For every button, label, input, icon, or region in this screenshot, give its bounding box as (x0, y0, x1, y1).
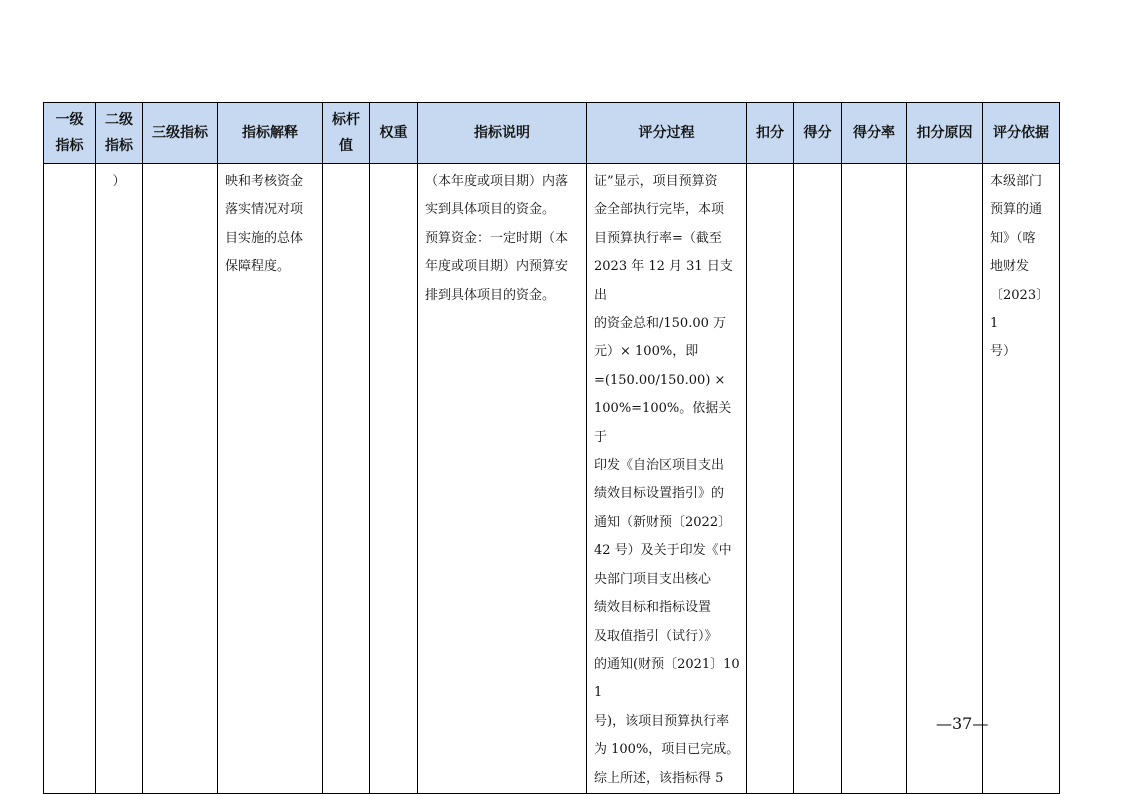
cell-level1 (44, 164, 96, 794)
cell-description (418, 164, 587, 794)
cell-description-text: （本年度或项目期）内落 实到具体项目的资金。 预算资金：一定时期（本 年度或项目期）内预算安 排到具体项目的资金。 (425, 174, 569, 303)
cell-basis (983, 164, 1060, 794)
header-explanation (218, 103, 323, 164)
header-score-rate (842, 103, 907, 164)
cell-scoring-process-text: 证”显示，项目预算资 金全部执行完毕，本项 目预算执行率=（截至 2023 年 12 月 31 日支出 的资金总和/150.00 万 元）× 100%，即 =(150.00/150.00) × 100%=100%。依据关于 印发《自治区项目支出 绩效目标设置指引》的 通知（新财预〔2022〕 42 号）及关于印发《中 央部门项目支出核心 绩效目标和指标设置 及取值指引（试行）》 的通知(财预〔2021〕101 号)，该项目预算执行率 为 100%，项目已完成。 综上所述，该指标得 5 (594, 174, 740, 786)
table-row (44, 164, 1060, 794)
cell-weight (370, 164, 418, 794)
header-benchmark (323, 103, 370, 164)
header-scoring-process (587, 103, 747, 164)
cell-deduction-reason-text (907, 164, 982, 168)
cell-level3-text (143, 164, 217, 168)
indicator-table (43, 102, 1060, 794)
cell-level1-text (44, 164, 95, 168)
header-deduction-reason-label: 扣分原因 (916, 125, 973, 141)
cell-benchmark-text (323, 164, 369, 168)
header-score (794, 103, 842, 164)
header-weight-label: 权重 (379, 125, 408, 141)
header-benchmark-label: 标杆 值 (332, 112, 360, 154)
header-deduction-reason (907, 103, 983, 164)
header-scoring-process-label: 评分过程 (638, 125, 695, 141)
cell-level3 (143, 164, 218, 794)
header-score-rate-label: 得分率 (853, 125, 895, 141)
header-score-label: 得分 (803, 125, 832, 141)
cell-weight-text (370, 164, 417, 168)
cell-level2 (96, 164, 143, 794)
header-basis-label: 评分依据 (993, 125, 1049, 141)
header-deduction (747, 103, 794, 164)
header-level2-label: 二级 指标 (105, 112, 133, 154)
page-number: —37— (936, 714, 989, 733)
header-level1-label: 一级 指标 (55, 112, 84, 154)
cell-basis-text: 本级部门 预算的通 知》（喀 地财发 〔2023〕1 号） (990, 174, 1050, 360)
cell-deduction-reason (907, 164, 983, 794)
cell-deduction (747, 164, 794, 794)
header-level1 (44, 103, 96, 164)
cell-scoring-process (587, 164, 747, 794)
header-level3-label: 三级指标 (152, 125, 208, 141)
cell-benchmark (323, 164, 370, 794)
header-explanation-label: 指标解释 (242, 125, 298, 141)
header-level3 (143, 103, 218, 164)
cell-explanation-text: 映和考核资金 落实情况对项 目实施的总体 保障程度。 (225, 174, 304, 275)
cell-score-rate-text (842, 164, 906, 168)
header-deduction-label: 扣分 (756, 125, 784, 141)
header-weight (370, 103, 418, 164)
cell-score-rate (842, 164, 907, 794)
header-level2 (96, 103, 143, 164)
cell-deduction-text (747, 164, 793, 168)
header-row (44, 103, 1060, 164)
cell-score (794, 164, 842, 794)
cell-level2-text: ） (112, 174, 126, 189)
cell-score-text (794, 164, 841, 168)
header-description (418, 103, 587, 164)
header-description-label: 指标说明 (474, 125, 530, 141)
header-basis (983, 103, 1060, 164)
cell-explanation (218, 164, 323, 794)
